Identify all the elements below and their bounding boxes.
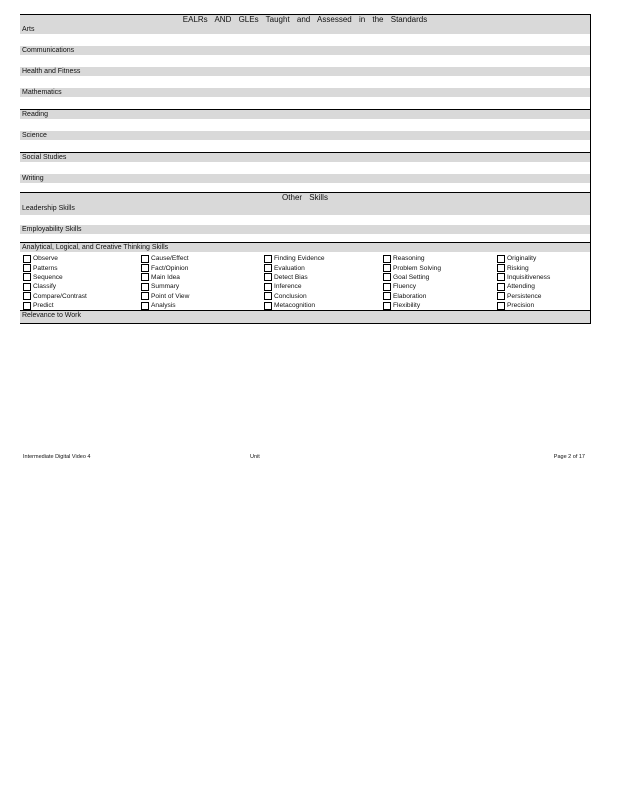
skill-option[interactable]: Classify: [23, 282, 87, 291]
subject-arts: Arts: [20, 25, 591, 34]
skill-option[interactable]: Problem Solving: [383, 263, 441, 272]
checkbox[interactable]: [23, 264, 31, 272]
skill-option[interactable]: Point of View: [141, 292, 189, 301]
relevance-to-work: Relevance to Work: [20, 310, 591, 324]
skill-option[interactable]: Precision: [497, 301, 550, 310]
checkbox[interactable]: [383, 292, 391, 300]
skill-option[interactable]: Inference: [264, 282, 325, 291]
checkbox[interactable]: [497, 302, 505, 310]
checkbox[interactable]: [497, 273, 505, 281]
checkbox[interactable]: [264, 273, 272, 281]
checkbox[interactable]: [23, 273, 31, 281]
checkbox[interactable]: [497, 292, 505, 300]
checkbox[interactable]: [141, 255, 149, 263]
checkbox[interactable]: [383, 302, 391, 310]
skill-option[interactable]: Metacognition: [264, 301, 325, 310]
skill-option[interactable]: Finding Evidence: [264, 254, 325, 263]
skills-column-4: [383, 254, 441, 310]
skill-option[interactable]: Risking: [497, 263, 550, 272]
checkbox[interactable]: [497, 264, 505, 272]
checkbox[interactable]: [383, 273, 391, 281]
skill-option[interactable]: Summary: [141, 282, 189, 291]
standards-form: [20, 14, 591, 324]
analytical-skills: Analytical, Logical, and Creative Thinking Skills: [20, 242, 591, 252]
employability-skills: Employability Skills: [20, 225, 591, 234]
leadership-skills: Leadership Skills: [20, 204, 591, 215]
skill-option[interactable]: Inquisitiveness: [497, 273, 550, 282]
checkbox[interactable]: [141, 283, 149, 291]
footer-page-number: Page 2 of 17: [553, 454, 585, 460]
skill-option[interactable]: Compare/Contrast: [23, 292, 87, 301]
footer-course: Intermediate Digital Video 4: [23, 454, 91, 460]
checkbox[interactable]: [264, 255, 272, 263]
checkbox[interactable]: [264, 292, 272, 300]
checkbox[interactable]: [383, 283, 391, 291]
footer-unit: Unit: [250, 454, 260, 460]
checkbox[interactable]: [383, 264, 391, 272]
skills-column-5: [497, 254, 550, 310]
skill-option[interactable]: Attending: [497, 282, 550, 291]
skills-column-3: [264, 254, 325, 310]
skill-option[interactable]: Observe: [23, 254, 87, 263]
subject-health-fitness: Health and Fitness: [20, 67, 591, 76]
subject-science: Science: [20, 131, 591, 140]
skill-option[interactable]: Fact/Opinion: [141, 263, 189, 272]
skill-option[interactable]: Originality: [497, 254, 550, 263]
checkbox[interactable]: [23, 292, 31, 300]
checkbox[interactable]: [141, 302, 149, 310]
standards-title: EALRs AND GLEs Taught and Assessed in the Standards: [20, 14, 591, 25]
checkbox[interactable]: [497, 283, 505, 291]
skill-option[interactable]: Fluency: [383, 282, 441, 291]
skill-option[interactable]: Conclusion: [264, 292, 325, 301]
skills-checklist: [20, 252, 591, 310]
checkbox[interactable]: [23, 283, 31, 291]
skill-option[interactable]: Cause/Effect: [141, 254, 189, 263]
skill-option[interactable]: Patterns: [23, 263, 87, 272]
subject-social-studies: Social Studies: [20, 153, 591, 162]
skill-option[interactable]: Persistence: [497, 292, 550, 301]
skill-option[interactable]: Predict: [23, 301, 87, 310]
checkbox[interactable]: [23, 302, 31, 310]
skill-option[interactable]: Sequence: [23, 273, 87, 282]
checkbox[interactable]: [264, 302, 272, 310]
skill-option[interactable]: Detect Bias: [264, 273, 325, 282]
checkbox[interactable]: [264, 283, 272, 291]
subject-communications: Communications: [20, 46, 591, 55]
checkbox[interactable]: [141, 264, 149, 272]
skills-column-1: [23, 254, 87, 310]
checkbox[interactable]: [264, 264, 272, 272]
subject-writing: Writing: [20, 174, 591, 183]
checkbox[interactable]: [497, 255, 505, 263]
skill-option[interactable]: Analysis: [141, 301, 189, 310]
skill-option[interactable]: Goal Setting: [383, 273, 441, 282]
subject-mathematics: Mathematics: [20, 88, 591, 97]
checkbox[interactable]: [141, 292, 149, 300]
skill-option[interactable]: Main Idea: [141, 273, 189, 282]
checkbox[interactable]: [141, 273, 149, 281]
checkbox[interactable]: [383, 255, 391, 263]
skill-option[interactable]: Reasoning: [383, 254, 441, 263]
skill-option[interactable]: Evaluation: [264, 263, 325, 272]
other-skills-title: Other Skills: [20, 193, 591, 204]
checkbox[interactable]: [23, 255, 31, 263]
skill-option[interactable]: Elaboration: [383, 292, 441, 301]
skill-option[interactable]: Flexibility: [383, 301, 441, 310]
skills-column-2: [141, 254, 189, 310]
subject-reading: Reading: [20, 110, 591, 119]
